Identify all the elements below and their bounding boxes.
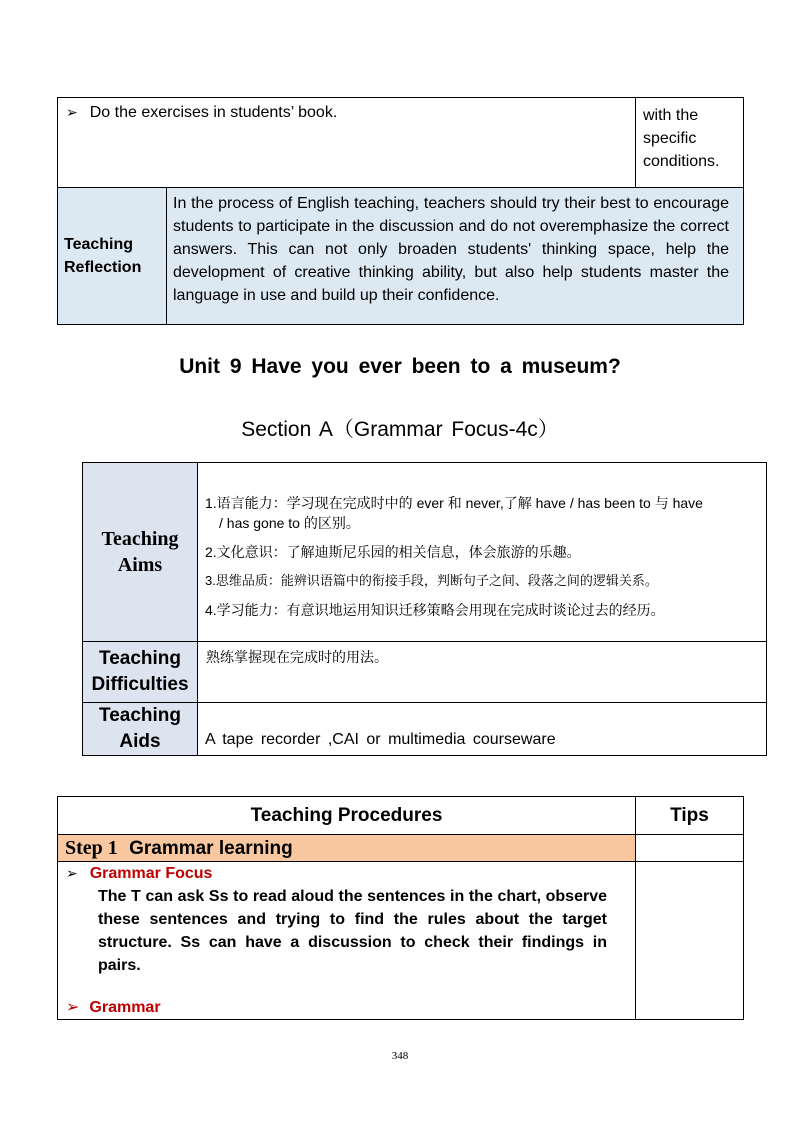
aim-item: 4.学习能力：有意识地运用知识迁移策略会用现在完成时谈论过去的经历。 — [205, 602, 665, 618]
arrow-bullet-icon: ➢ — [66, 999, 80, 1016]
reflection-label: Teaching Reflection — [58, 188, 167, 325]
aids-label-line1: Teaching — [99, 705, 181, 726]
grammar-focus-title: Grammar Focus — [89, 865, 213, 882]
procedures-table — [57, 796, 744, 1020]
reflection-table — [57, 97, 744, 325]
step-tips-cell — [636, 835, 744, 862]
teaching-aims-label — [83, 463, 198, 642]
aids-text: A tape recorder ,CAI or multimedia courseware — [198, 703, 767, 756]
step-1-tips-cell — [636, 862, 744, 1020]
aim-1-line2: / has gone to 的区别。 — [219, 515, 360, 531]
reflection-text: In the process of English teaching, teachers should try their best to encourage students to participate in the discussion and do not overemphasize the correct answers. This can not only broaden students' thinking space, help the development of creative thinking ability, but also help students master the language in use and build up their confidence. — [167, 188, 744, 325]
arrow-bullet-icon: ➢ — [66, 104, 78, 120]
step-1-heading — [58, 835, 636, 862]
exercise-cell — [58, 98, 636, 188]
unit-title: Unit 9 Have you ever been to a museum? — [179, 355, 621, 378]
procedures-header: Teaching Procedures — [58, 797, 636, 835]
aim-item: 2.文化意识：了解迪斯尼乐园的相关信息，体会旅游的乐趣。 — [205, 544, 581, 560]
arrow-bullet-icon: ➢ — [66, 865, 78, 881]
grammar-focus-text: The T can ask Ss to read aloud the sentences in the chart, observe these sentences and trying to find the rules about the target structure. Ss can have a discussion to check their findings in pairs. — [98, 888, 607, 974]
aims-table — [82, 462, 767, 756]
aim-item — [205, 493, 758, 533]
aims-list — [198, 463, 767, 642]
step-1-content — [58, 862, 636, 1020]
teaching-difficulties-label — [83, 642, 198, 703]
aids-label-line2: Aids — [119, 731, 161, 752]
teaching-aids-label — [83, 703, 198, 756]
aims-label-line1: Teaching — [101, 528, 179, 550]
tips-cell: with the specific conditions. — [636, 98, 744, 188]
page-number: 348 — [391, 1050, 409, 1062]
aims-label-line2: Aims — [117, 554, 163, 576]
exercise-text: Do the exercises in students’ book. — [89, 104, 338, 121]
aim-item: 3.思维品质：能辨识语篇中的衔接手段，判断句子之间、段落之间的逻辑关系。 — [205, 573, 658, 588]
grammar-title: Grammar — [89, 999, 161, 1016]
difficulties-label-line1: Teaching — [99, 648, 181, 669]
step-label: Step 1 — [65, 836, 118, 859]
section-title: Section A（Grammar Focus-4c） — [241, 418, 559, 441]
tips-header: Tips — [636, 797, 744, 835]
step-title: Grammar learning — [129, 837, 293, 859]
difficulties-label-line2: Difficulties — [91, 674, 189, 695]
difficulties-text: 熟练掌握现在完成时的用法。 — [198, 642, 767, 703]
aim-1-line1: 1.语言能力：学习现在完成时中的 ever 和 never,了解 have / has been to 与 have — [205, 495, 703, 511]
